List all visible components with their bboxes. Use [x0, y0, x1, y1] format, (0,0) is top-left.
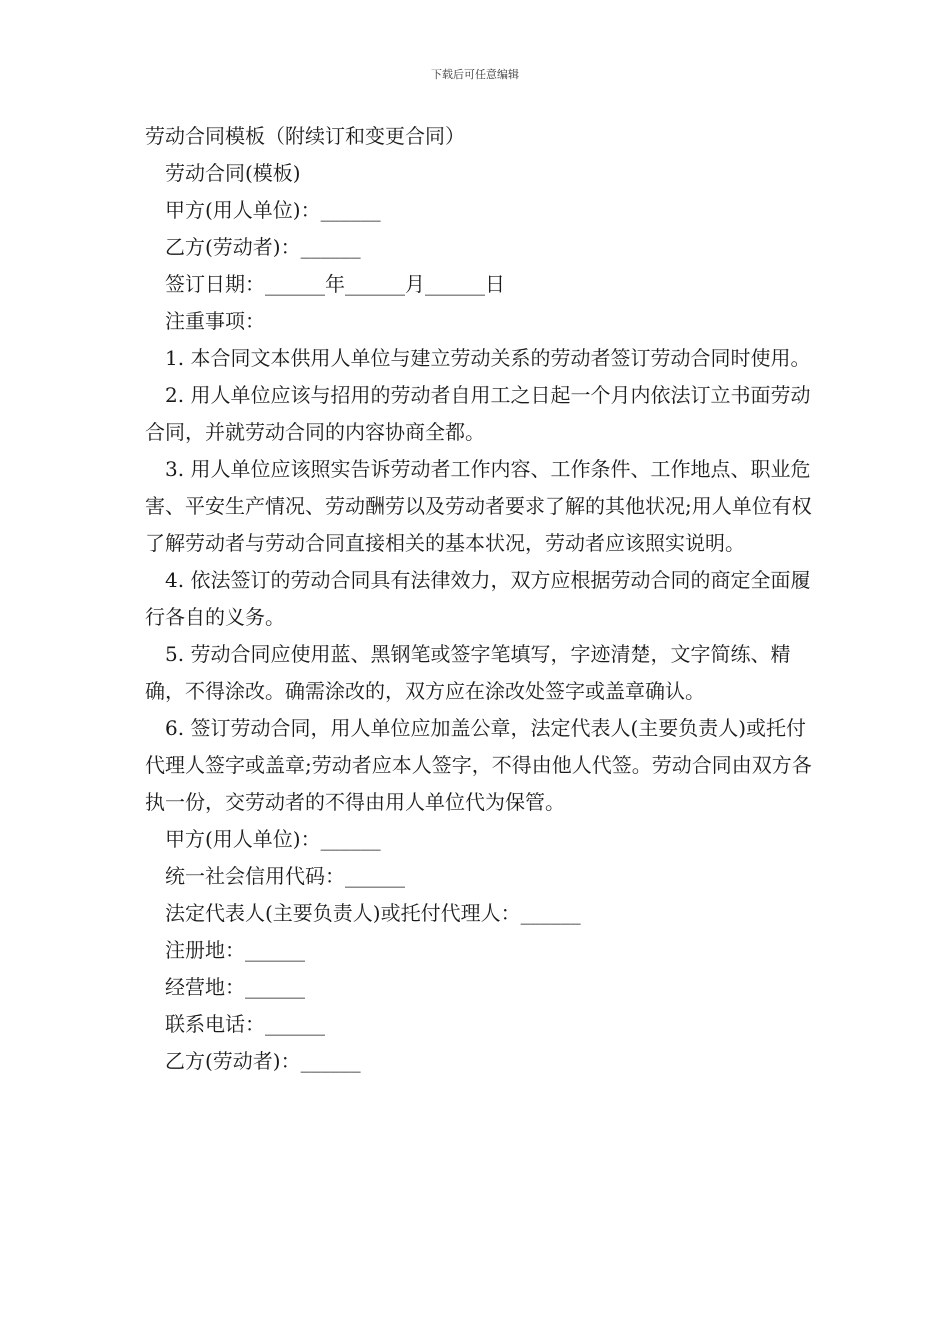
document-body [145, 118, 825, 1080]
field-registered-address: 注册地：______ [165, 938, 305, 962]
field-party-a: 甲方(用人单位)：______ [165, 827, 381, 851]
field-phone: 联系电话：______ [165, 1012, 325, 1036]
document-subtitle: 劳动合同(模板) [165, 161, 301, 185]
note-item: 3. 用人单位应该照实告诉劳动者工作内容、工作条件、工作地点、职业危害、平安生产情况、劳动酬劳以及劳动者要求了解的其他状况;用人单位有权了解劳动者与劳动合同直接相关的基本状况，劳动者应该照实说明。 [145, 457, 812, 555]
note-item: 4. 依法签订的劳动合同具有法律效力，双方应根据劳动合同的商定全面履行各自的义务。 [145, 568, 811, 629]
notes-heading: 注重事项： [165, 309, 265, 333]
page-header: 下载后可任意编辑 [431, 68, 519, 81]
document-title: 劳动合同模板（附续订和变更合同） [145, 124, 465, 148]
note-item: 1. 本合同文本供用人单位与建立劳动关系的劳动者签订劳动合同时使用。 [165, 346, 811, 370]
note-item: 2. 用人单位应该与招用的劳动者自用工之日起一个月内依法订立书面劳动合同，并就劳动合同的内容协商全都。 [145, 383, 811, 444]
field-business-address: 经营地：______ [165, 975, 305, 999]
field-legal-representative: 法定代表人(主要负责人)或托付代理人：______ [165, 901, 581, 925]
party-a-line: 甲方(用人单位)：______ [165, 198, 381, 222]
note-item: 5. 劳动合同应使用蓝、黑钢笔或签字笔填写，字迹清楚，文字简练、精确，不得涂改。确需涂改的，双方应在涂改处签字或盖章确认。 [145, 642, 791, 703]
field-party-b: 乙方(劳动者)：______ [165, 1049, 361, 1073]
note-item: 6. 签订劳动合同，用人单位应加盖公章，法定代表人(主要负责人)或托付代理人签字或盖章;劳动者应本人签字，不得由他人代签。劳动合同由双方各执一份，交劳动者的不得由用人单位代为保管。 [145, 716, 812, 814]
party-b-line: 乙方(劳动者)：______ [165, 235, 361, 259]
sign-date-line: 签订日期：______年______月______日 [165, 272, 505, 296]
field-credit-code: 统一社会信用代码：______ [165, 864, 405, 888]
